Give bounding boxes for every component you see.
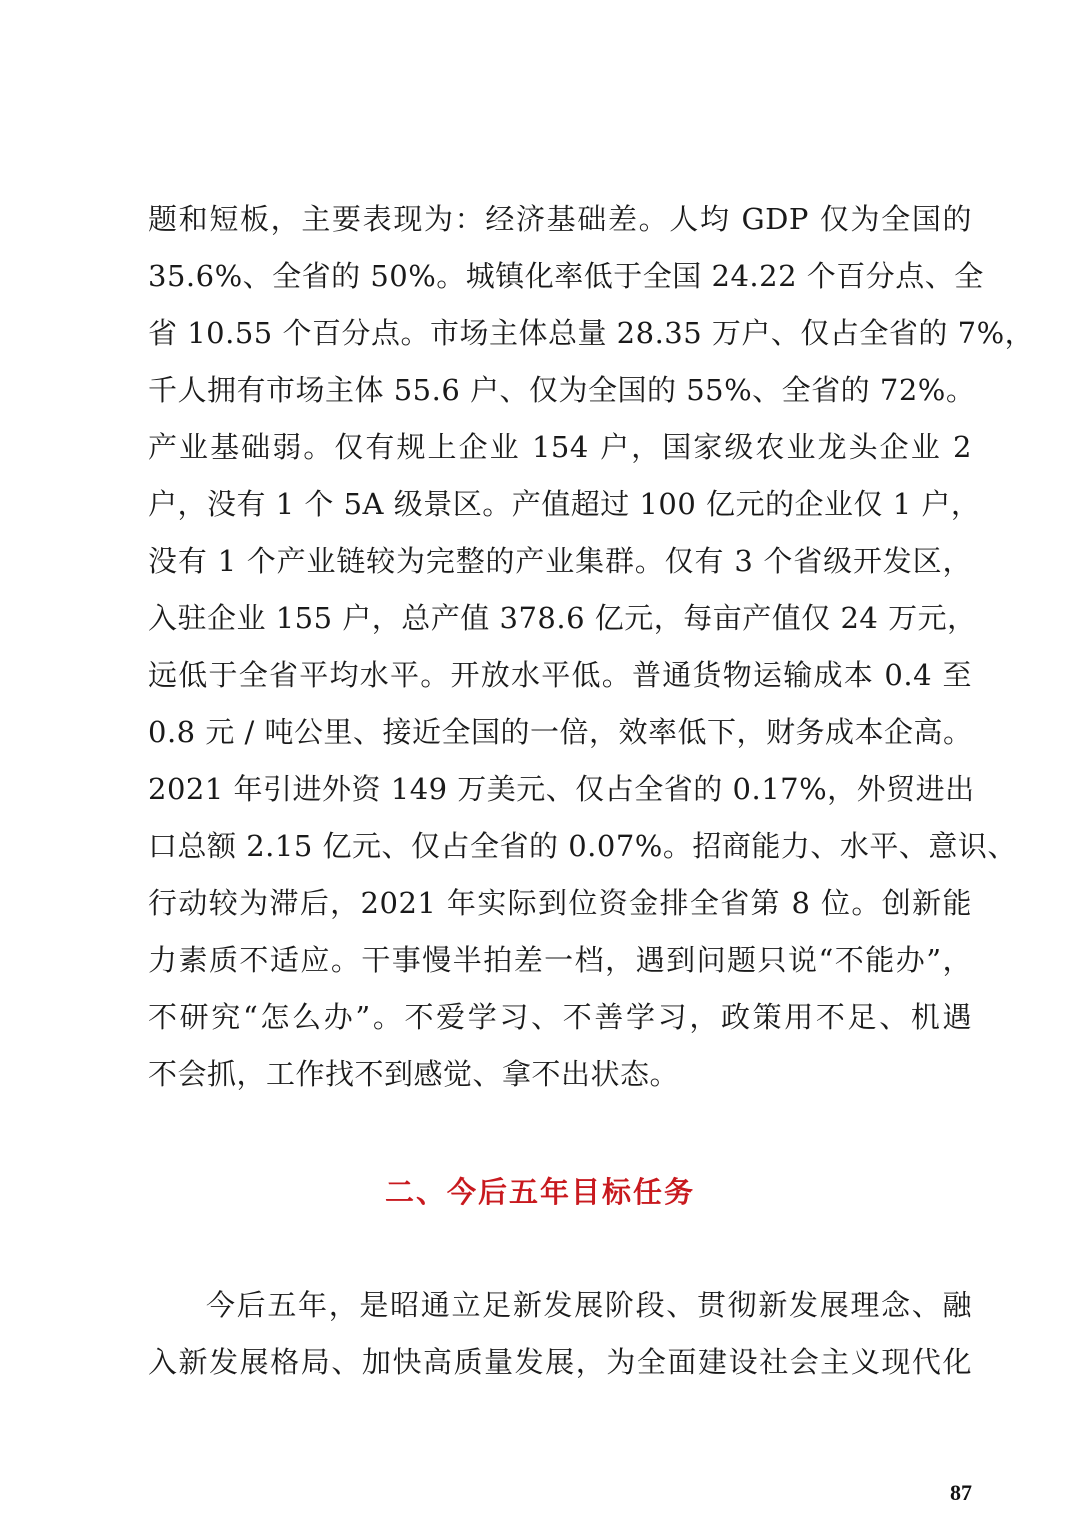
body-text-line: 35.6%、全省的 50%。城镇化率低于全国 24.22 个百分点、全 — [148, 259, 984, 293]
body-text-line: 不会抓，工作找不到感觉、拿不出状态。 — [148, 1057, 680, 1091]
body-text-line: 户，没有 1 个 5A 级景区。产值超过 100 亿元的企业仅 1 户， — [148, 487, 981, 521]
body-text-line: 千人拥有市场主体 55.6 户、仅为全国的 55%、全省的 72%。 — [148, 373, 976, 407]
body-text-line: 省 10.55 个百分点。市场主体总量 28.35 万户、仅占全省的 7%， — [148, 316, 1035, 350]
body-text-line: 行动较为滞后，2021 年实际到位资金排全省第 8 位。创新能 — [148, 886, 972, 920]
body-text-line: 口总额 2.15 亿元、仅占全省的 0.07%。招商能力、水平、意识、 — [148, 829, 1017, 863]
section-heading: 二、今后五年目标任务 — [384, 1175, 695, 1209]
body-text-line: 0.8 元 / 吨公里、接近全国的一倍，效率低下，财务成本企高。 — [148, 715, 973, 749]
body-text-line: 2021 年引进外资 149 万美元、仅占全省的 0.17%，外贸进出 — [148, 772, 975, 806]
body-text-line: 入新发展格局、加快高质量发展，为全面建设社会主义现代化 — [148, 1345, 972, 1379]
body-text-line: 入驻企业 155 户，总产值 378.6 亿元，每亩产值仅 24 万元， — [148, 601, 977, 635]
body-text-line: 不研究“怎么办”。不爱学习、不善学习，政策用不足、机遇 — [148, 1000, 972, 1034]
page-number: 87 — [950, 1480, 972, 1505]
body-text-line: 题和短板，主要表现为：经济基础差。人均 GDP 仅为全国的 — [148, 202, 972, 236]
body-text-line: 没有 1 个产业链较为完整的产业集群。仅有 3 个省级开发区， — [148, 544, 972, 578]
body-text-line: 产业基础弱。仅有规上企业 154 户，国家级农业龙头企业 2 — [148, 430, 972, 464]
body-text-line: 力素质不适应。干事慢半拍差一档，遇到问题只说“不能办”， — [148, 943, 972, 977]
body-text-line: 远低于全省平均水平。开放水平低。普通货物运输成本 0.4 至 — [148, 658, 972, 692]
body-text-line: 今后五年，是昭通立足新发展阶段、贯彻新发展理念、融 — [206, 1288, 972, 1322]
